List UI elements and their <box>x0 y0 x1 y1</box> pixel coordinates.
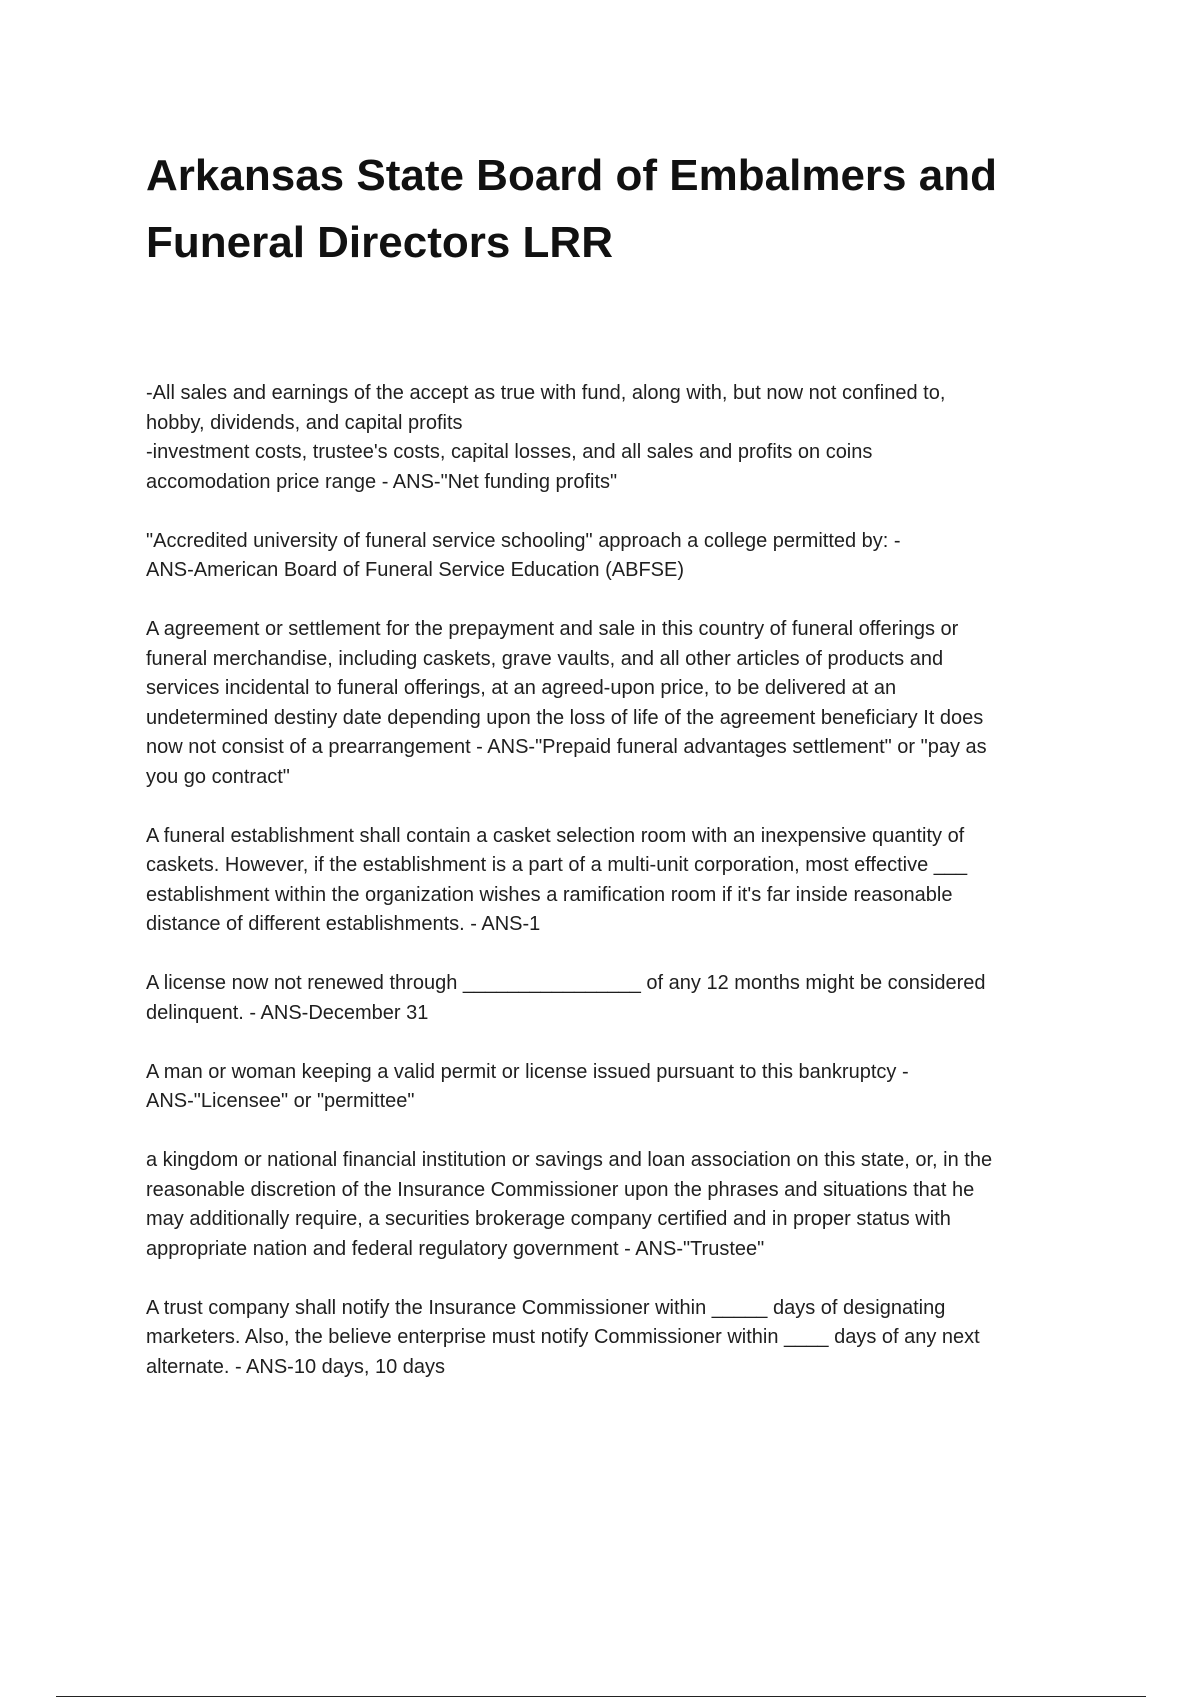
entry-line: a kingdom or national financial institution or savings and loan association on this state, or, in the <box>146 1149 993 1171</box>
entry-line: distance of different establishments. - ANS-1 <box>146 913 541 935</box>
entry-line: A agreement or settlement for the prepayment and sale in this country of funeral offerings or <box>146 618 959 640</box>
entry-line: "Accredited university of funeral service schooling" approach a college permitted by: - <box>146 529 901 552</box>
title-line: Arkansas State Board of Embalmers and <box>146 151 997 200</box>
qa-entry-casket-selection-room <box>146 822 1096 940</box>
entry-line: establishment within the organization wishes a ramification room if it's far inside reasonable <box>146 883 953 906</box>
qa-entry-licensee <box>146 1058 1096 1117</box>
entry-line: ANS-American Board of Funeral Service Education (ABFSE) <box>146 559 684 581</box>
entry-line: delinquent. - ANS-December 31 <box>146 1001 429 1024</box>
title-line: Funeral Directors LRR <box>146 218 613 267</box>
document-title <box>146 0 1096 276</box>
entry-line: services incidental to funeral offerings, at an agreed-upon price, to be delivered at an <box>146 677 897 699</box>
entry-line: caskets. However, if the establishment is a part of a multi-unit corporation, most effective ___ <box>146 854 968 876</box>
qa-entry-net-funding-profits <box>146 379 1096 497</box>
entry-line: A man or woman keeping a valid permit or license issued pursuant to this bankruptcy - <box>146 1060 909 1083</box>
entry-line: reasonable discretion of the Insurance Commissioner upon the phrases and situations that he <box>146 1178 975 1201</box>
entry-line: appropriate nation and federal regulatory government - ANS-"Trustee" <box>146 1237 765 1260</box>
qa-entry-trustee <box>146 1146 1096 1264</box>
entry-line: you go contract" <box>146 765 290 788</box>
entry-line: funeral merchandise, including caskets, grave vaults, and all other articles of products and <box>146 647 944 670</box>
entry-line: ANS-"Licensee" or "permittee" <box>146 1090 415 1112</box>
entry-line: undetermined destiny date depending upon the loss of life of the agreement beneficiary It does <box>146 706 984 729</box>
qa-entry-prepaid-funeral <box>146 615 1096 792</box>
page-bottom-divider <box>56 1696 1146 1697</box>
qa-entries <box>146 379 1096 1382</box>
qa-entry-license-delinquent <box>146 969 1096 1028</box>
entry-line: marketers. Also, the believe enterprise must notify Commissioner within ____ days of any next <box>146 1326 980 1348</box>
entry-line: -investment costs, trustee's costs, capital losses, and all sales and profits on coins <box>146 441 873 463</box>
entry-line: A license now not renewed through ________________ of any 12 months might be considered <box>146 972 986 994</box>
entry-line: accomodation price range - ANS-"Net funding profits" <box>146 470 618 493</box>
entry-line: alternate. - ANS-10 days, 10 days <box>146 1355 446 1378</box>
qa-entry-trust-company-notify <box>146 1294 1096 1383</box>
document-page <box>146 0 1096 1412</box>
entry-line: A trust company shall notify the Insurance Commissioner within _____ days of designating <box>146 1296 946 1319</box>
entry-line: -All sales and earnings of the accept as true with fund, along with, but now not confined to, <box>146 382 946 404</box>
qa-entry-accredited-university <box>146 527 1096 586</box>
entry-line: may additionally require, a securities brokerage company certified and in proper status with <box>146 1208 951 1230</box>
entry-line: now not consist of a prearrangement - ANS-"Prepaid funeral advantages settlement" or "pay as <box>146 736 987 758</box>
entry-line: A funeral establishment shall contain a casket selection room with an inexpensive quantity of <box>146 824 965 847</box>
entry-line: hobby, dividends, and capital profits <box>146 411 463 434</box>
